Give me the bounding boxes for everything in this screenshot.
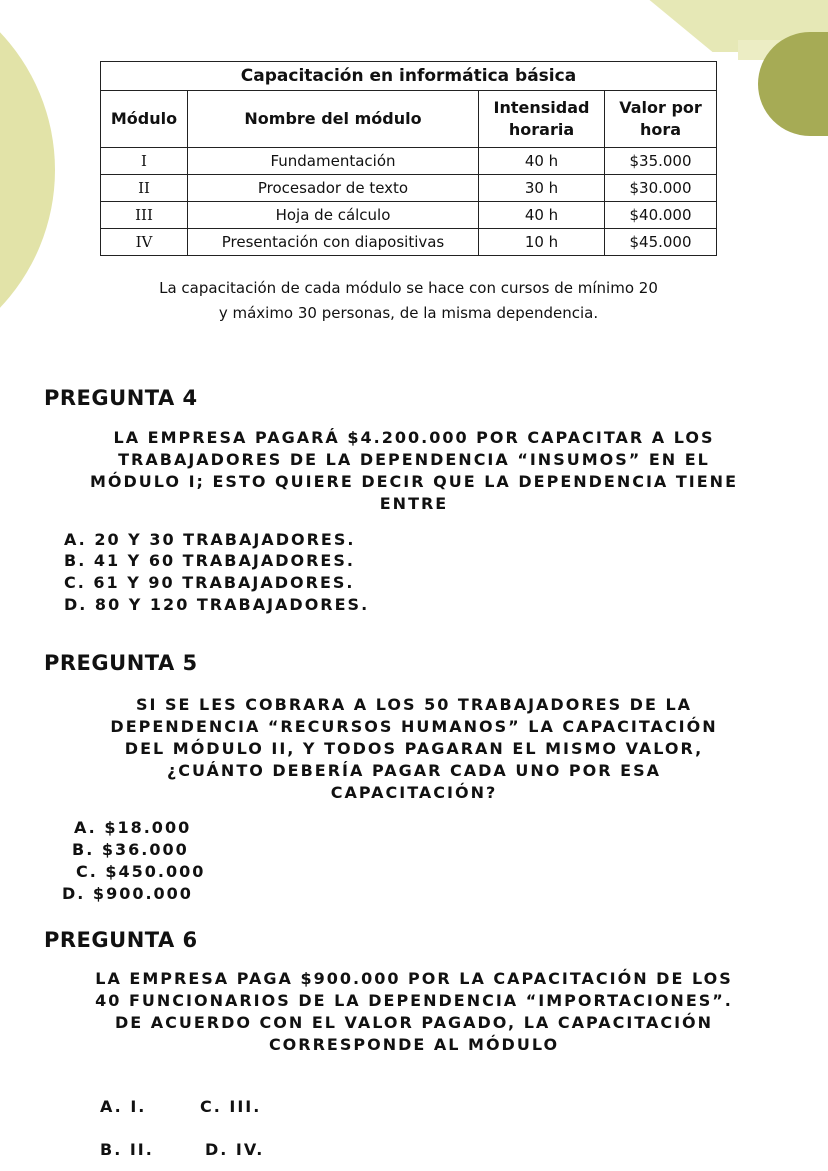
question-line: CAPACITACIÓN? — [330, 783, 498, 802]
table-row — [101, 202, 717, 229]
question-6-title: PREGUNTA 6 — [44, 928, 198, 952]
course-table — [100, 61, 717, 256]
cell-hours: 30 h — [479, 175, 605, 202]
q5-option-c[interactable]: C. $450.000 — [76, 862, 206, 881]
q6-option-b[interactable]: B. II. — [100, 1140, 154, 1159]
cell-price: $35.000 — [605, 148, 717, 175]
cell-name: Procesador de texto — [188, 175, 479, 202]
q6-option-a[interactable]: A. I. — [100, 1097, 147, 1116]
q5-option-a[interactable]: A. $18.000 — [74, 818, 192, 837]
header-nombre: Nombre del módulo — [188, 91, 479, 148]
cell-hours: 40 h — [479, 202, 605, 229]
question-line: TRABAJADORES DE LA DEPENDENCIA “INSUMOS” EN EL — [118, 450, 710, 469]
cell-module: III — [101, 202, 188, 229]
question-line: DEL MÓDULO II, Y TODOS PAGARAN EL MISMO VALOR, — [124, 739, 704, 758]
q5-option-d[interactable]: D. $900.000 — [62, 884, 193, 903]
note-line: y máximo 30 personas, de la misma dependencia. — [218, 304, 599, 322]
cell-price: $30.000 — [605, 175, 717, 202]
q6-option-c[interactable]: C. III. — [200, 1097, 262, 1116]
cell-module: IV — [101, 229, 188, 256]
question-line: CORRESPONDE AL MÓDULO — [268, 1035, 560, 1054]
q6-option-d[interactable]: D. IV. — [205, 1140, 265, 1159]
table-row — [101, 175, 717, 202]
note-line: La capacitación de cada módulo se hace con cursos de mínimo 20 — [159, 279, 658, 297]
cell-price: $45.000 — [605, 229, 717, 256]
question-line: SI SE LES COBRARA A LOS 50 TRABAJADORES DE LA — [135, 695, 693, 714]
question-5-text — [40, 694, 788, 804]
cell-name: Presentación con diapositivas — [188, 229, 479, 256]
cell-price: $40.000 — [605, 202, 717, 229]
cell-name: Fundamentación — [188, 148, 479, 175]
table-title: Capacitación en informática básica — [101, 62, 717, 91]
decorative-shape-left — [0, 0, 55, 370]
cell-module: I — [101, 148, 188, 175]
question-5-title: PREGUNTA 5 — [44, 651, 198, 675]
header-valor: Valor por hora — [605, 91, 717, 148]
q4-option-a[interactable]: A. 20 Y 30 TRABAJADORES. — [64, 530, 356, 549]
question-6-text — [40, 968, 788, 1056]
q5-option-b[interactable]: B. $36.000 — [72, 840, 189, 859]
q4-option-b[interactable]: B. 41 Y 60 TRABAJADORES. — [64, 551, 355, 570]
question-line: DE ACUERDO CON EL VALOR PAGADO, LA CAPACITACIÓN — [114, 1013, 714, 1032]
question-line: LA EMPRESA PAGARÁ $4.200.000 POR CAPACITAR A LOS — [113, 428, 715, 447]
q4-option-c[interactable]: C. 61 Y 90 TRABAJADORES. — [64, 573, 355, 592]
question-line: LA EMPRESA PAGA $900.000 POR LA CAPACITACIÓN DE LOS — [95, 969, 733, 988]
table-row — [101, 229, 717, 256]
question-line: MÓDULO I; ESTO QUIERE DECIR QUE LA DEPENDENCIA TIENE — [89, 472, 738, 491]
cell-name: Hoja de cálculo — [188, 202, 479, 229]
header-intensidad: Intensidad horaria — [479, 91, 605, 148]
cell-hours: 40 h — [479, 148, 605, 175]
question-line: 40 FUNCIONARIOS DE LA DEPENDENCIA “IMPORTACIONES”. — [95, 991, 733, 1010]
question-4-text — [40, 427, 788, 515]
cell-hours: 10 h — [479, 229, 605, 256]
table-row — [101, 148, 717, 175]
cell-module: II — [101, 175, 188, 202]
question-line: ¿CUÁNTO DEBERÍA PAGAR CADA UNO POR ESA — [167, 761, 661, 780]
question-line: DEPENDENCIA “RECURSOS HUMANOS” LA CAPACITACIÓN — [110, 717, 718, 736]
question-line: ENTRE — [379, 494, 449, 513]
q4-option-d[interactable]: D. 80 Y 120 TRABAJADORES. — [64, 595, 370, 614]
question-4-title: PREGUNTA 4 — [44, 386, 198, 410]
table-note — [100, 276, 717, 326]
header-modulo: Módulo — [101, 91, 188, 148]
